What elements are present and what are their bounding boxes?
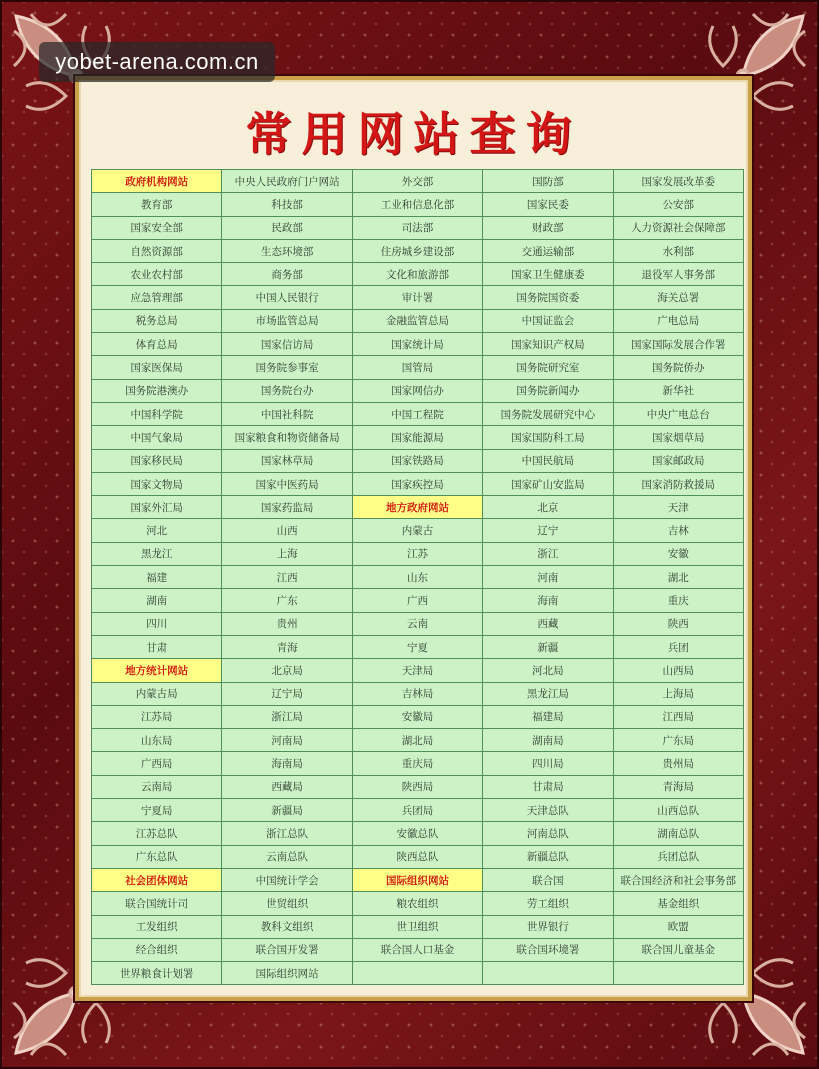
table-row	[92, 496, 744, 519]
table-row	[92, 915, 744, 938]
site-link-cell[interactable]: 国家卫生健康委	[483, 263, 613, 286]
site-link-cell[interactable]: 山西总队	[613, 799, 743, 822]
site-link-cell[interactable]: 公安部	[613, 193, 743, 216]
site-link-cell[interactable]: 广电总局	[613, 309, 743, 332]
table-row	[92, 938, 744, 961]
site-link-cell[interactable]: 国家林草局	[222, 449, 352, 472]
site-link-cell[interactable]: 陕西	[613, 612, 743, 635]
table-row	[92, 193, 744, 216]
table-row	[92, 822, 744, 845]
site-link-cell[interactable]: 联合国环境署	[483, 938, 613, 961]
site-link-cell[interactable]: 国家粮食和物资储备局	[222, 426, 352, 449]
table-row	[92, 356, 744, 379]
site-link-cell[interactable]: 国家发展改革委	[613, 170, 743, 193]
site-link-cell[interactable]: 新疆局	[222, 799, 352, 822]
site-link-cell[interactable]: 吉林	[613, 519, 743, 542]
site-link-cell[interactable]: 中国统计学会	[222, 868, 352, 891]
site-link-cell[interactable]: 联合国人口基金	[352, 938, 482, 961]
site-link-cell[interactable]: 农业农村部	[92, 263, 222, 286]
site-link-cell[interactable]: 国家消防救援局	[613, 472, 743, 495]
empty-cell	[613, 962, 743, 985]
table-row	[92, 612, 744, 635]
site-link-cell[interactable]: 重庆	[613, 589, 743, 612]
site-link-cell[interactable]: 广东局	[613, 729, 743, 752]
site-link-cell[interactable]: 贵州	[222, 612, 352, 635]
watermark-label: yobet-arena.com.cn	[39, 42, 275, 82]
site-link-cell[interactable]: 河北	[92, 519, 222, 542]
site-link-cell[interactable]: 国家外汇局	[92, 496, 222, 519]
site-link-cell[interactable]: 上海	[222, 542, 352, 565]
site-link-cell[interactable]: 国务院国资委	[483, 286, 613, 309]
site-link-cell[interactable]: 江西	[222, 566, 352, 589]
site-link-cell[interactable]: 中国民航局	[483, 449, 613, 472]
site-link-cell[interactable]: 辽宁局	[222, 682, 352, 705]
table-row	[92, 868, 744, 891]
site-link-cell[interactable]: 生态环境部	[222, 239, 352, 262]
site-link-cell[interactable]: 河南总队	[483, 822, 613, 845]
site-link-cell[interactable]: 辽宁	[483, 519, 613, 542]
site-link-cell[interactable]: 安徽总队	[352, 822, 482, 845]
site-link-cell[interactable]: 国务院研究室	[483, 356, 613, 379]
site-link-cell[interactable]: 浙江	[483, 542, 613, 565]
table-row	[92, 566, 744, 589]
site-link-cell[interactable]: 工发组织	[92, 915, 222, 938]
site-link-cell[interactable]: 联合国统计司	[92, 892, 222, 915]
table-row	[92, 472, 744, 495]
site-link-cell[interactable]: 天津总队	[483, 799, 613, 822]
site-link-cell[interactable]: 国家移民局	[92, 449, 222, 472]
site-link-cell[interactable]: 黑龙江局	[483, 682, 613, 705]
site-link-cell[interactable]: 世卫组织	[352, 915, 482, 938]
site-link-cell[interactable]: 中国工程院	[352, 402, 482, 425]
section-header-cell: 政府机构网站	[92, 170, 222, 193]
site-link-cell[interactable]: 海南局	[222, 752, 352, 775]
site-link-cell[interactable]: 内蒙古	[352, 519, 482, 542]
site-link-cell[interactable]: 吉林局	[352, 682, 482, 705]
site-link-cell[interactable]: 国管局	[352, 356, 482, 379]
table-row	[92, 635, 744, 658]
site-link-cell[interactable]: 基金组织	[613, 892, 743, 915]
site-link-cell[interactable]: 天津	[613, 496, 743, 519]
table-row	[92, 239, 744, 262]
site-link-cell[interactable]: 广西	[352, 589, 482, 612]
site-link-cell[interactable]: 宁夏	[352, 635, 482, 658]
site-link-cell[interactable]: 江西局	[613, 705, 743, 728]
site-link-cell[interactable]: 国家国防科工局	[483, 426, 613, 449]
site-link-cell[interactable]: 广西局	[92, 752, 222, 775]
site-link-cell[interactable]: 国家统计局	[352, 333, 482, 356]
site-link-cell[interactable]: 上海局	[613, 682, 743, 705]
site-link-cell[interactable]: 重庆局	[352, 752, 482, 775]
site-link-cell[interactable]: 新疆	[483, 635, 613, 658]
table-row	[92, 286, 744, 309]
site-link-cell[interactable]: 交通运输部	[483, 239, 613, 262]
site-link-cell[interactable]: 中国人民银行	[222, 286, 352, 309]
site-link-cell[interactable]: 自然资源部	[92, 239, 222, 262]
table-row	[92, 519, 744, 542]
site-link-cell[interactable]: 国务院新闻办	[483, 379, 613, 402]
table-row	[92, 216, 744, 239]
site-link-cell[interactable]: 水利部	[613, 239, 743, 262]
site-link-cell[interactable]: 国家国际发展合作署	[613, 333, 743, 356]
table-row	[92, 705, 744, 728]
site-link-cell[interactable]: 市场监管总局	[222, 309, 352, 332]
site-link-cell[interactable]: 司法部	[352, 216, 482, 239]
table-row	[92, 333, 744, 356]
site-link-cell[interactable]: 海南	[483, 589, 613, 612]
site-link-cell[interactable]: 国家中医药局	[222, 472, 352, 495]
site-link-cell[interactable]: 西藏	[483, 612, 613, 635]
site-link-cell[interactable]: 世界粮食计划署	[92, 962, 222, 985]
site-link-cell[interactable]: 国家文物局	[92, 472, 222, 495]
section-header-cell: 地方统计网站	[92, 659, 222, 682]
site-link-cell[interactable]: 青海局	[613, 775, 743, 798]
site-link-cell[interactable]: 国家知识产权局	[483, 333, 613, 356]
site-link-cell[interactable]: 湖南	[92, 589, 222, 612]
site-link-cell[interactable]: 国家矿山安监局	[483, 472, 613, 495]
site-link-cell[interactable]: 中央人民政府门户网站	[222, 170, 352, 193]
site-link-cell[interactable]: 应急管理部	[92, 286, 222, 309]
section-header-cell: 国际组织网站	[352, 868, 482, 891]
site-link-cell[interactable]: 金融监管总局	[352, 309, 482, 332]
site-link-cell[interactable]: 民政部	[222, 216, 352, 239]
site-link-cell[interactable]: 天津局	[352, 659, 482, 682]
site-link-cell[interactable]: 世贸组织	[222, 892, 352, 915]
site-link-cell[interactable]: 北京	[483, 496, 613, 519]
site-link-cell[interactable]: 四川	[92, 612, 222, 635]
section-header-cell: 地方政府网站	[352, 496, 482, 519]
site-link-cell[interactable]: 商务部	[222, 263, 352, 286]
site-link-cell[interactable]: 湖北	[613, 566, 743, 589]
site-link-cell[interactable]: 新华社	[613, 379, 743, 402]
site-link-cell[interactable]: 国际组织网站	[222, 962, 352, 985]
site-link-cell[interactable]: 新疆总队	[483, 845, 613, 868]
table-row	[92, 775, 744, 798]
site-link-cell[interactable]: 文化和旅游部	[352, 263, 482, 286]
site-link-cell[interactable]: 国务院港澳办	[92, 379, 222, 402]
site-link-cell[interactable]: 审计署	[352, 286, 482, 309]
site-link-cell[interactable]: 河南	[483, 566, 613, 589]
empty-cell	[483, 962, 613, 985]
content-panel	[75, 76, 752, 1001]
site-link-cell[interactable]: 黑龙江	[92, 542, 222, 565]
table-row	[92, 892, 744, 915]
page-title: 常用网站查询	[245, 107, 582, 161]
site-link-cell[interactable]: 税务总局	[92, 309, 222, 332]
table-row	[92, 379, 744, 402]
table-row	[92, 542, 744, 565]
site-link-cell[interactable]: 北京局	[222, 659, 352, 682]
table-row	[92, 170, 744, 193]
site-link-cell[interactable]: 粮农组织	[352, 892, 482, 915]
site-link-cell[interactable]: 河南局	[222, 729, 352, 752]
site-link-cell[interactable]: 国家医保局	[92, 356, 222, 379]
site-link-cell[interactable]: 经合组织	[92, 938, 222, 961]
site-link-cell[interactable]: 教育部	[92, 193, 222, 216]
table-row	[92, 426, 744, 449]
site-link-cell[interactable]: 中央广电总台	[613, 402, 743, 425]
site-link-cell[interactable]: 江苏	[352, 542, 482, 565]
site-link-cell[interactable]: 国家疾控局	[352, 472, 482, 495]
site-link-cell[interactable]: 海关总署	[613, 286, 743, 309]
site-link-cell[interactable]: 山东局	[92, 729, 222, 752]
site-link-cell[interactable]: 联合国儿童基金	[613, 938, 743, 961]
site-link-cell[interactable]: 国家铁路局	[352, 449, 482, 472]
website-link-table	[91, 169, 744, 985]
table-row	[92, 682, 744, 705]
site-link-cell[interactable]: 中国证监会	[483, 309, 613, 332]
site-link-cell[interactable]: 山西	[222, 519, 352, 542]
site-link-cell[interactable]: 人力资源社会保障部	[613, 216, 743, 239]
table-row	[92, 752, 744, 775]
site-link-cell[interactable]: 财政部	[483, 216, 613, 239]
table-row	[92, 962, 744, 985]
site-link-cell[interactable]: 兵团局	[352, 799, 482, 822]
site-link-cell[interactable]: 中国科学院	[92, 402, 222, 425]
site-link-cell[interactable]: 国家能源局	[352, 426, 482, 449]
site-link-cell[interactable]: 兵团总队	[613, 845, 743, 868]
site-link-cell[interactable]: 云南总队	[222, 845, 352, 868]
site-link-cell[interactable]: 体育总局	[92, 333, 222, 356]
site-link-cell[interactable]: 安徽	[613, 542, 743, 565]
site-link-cell[interactable]: 国家安全部	[92, 216, 222, 239]
site-link-cell[interactable]: 国家邮政局	[613, 449, 743, 472]
site-link-cell[interactable]: 浙江局	[222, 705, 352, 728]
site-link-cell[interactable]: 教科文组织	[222, 915, 352, 938]
site-link-cell[interactable]: 湖南局	[483, 729, 613, 752]
site-link-cell[interactable]: 西藏局	[222, 775, 352, 798]
site-link-cell[interactable]: 工业和信息化部	[352, 193, 482, 216]
site-link-cell[interactable]: 云南	[352, 612, 482, 635]
table-row	[92, 729, 744, 752]
site-link-cell[interactable]: 联合国经济和社会事务部	[613, 868, 743, 891]
site-link-cell[interactable]: 国务院侨办	[613, 356, 743, 379]
site-link-cell[interactable]: 云南局	[92, 775, 222, 798]
section-header-cell: 社会团体网站	[92, 868, 222, 891]
site-link-cell[interactable]: 欧盟	[613, 915, 743, 938]
site-link-cell[interactable]: 湖北局	[352, 729, 482, 752]
site-link-cell[interactable]: 陕西局	[352, 775, 482, 798]
site-link-cell[interactable]: 联合国	[483, 868, 613, 891]
site-link-cell[interactable]: 外交部	[352, 170, 482, 193]
site-link-cell[interactable]: 广东	[222, 589, 352, 612]
site-link-cell[interactable]: 劳工组织	[483, 892, 613, 915]
table-row	[92, 402, 744, 425]
site-link-cell[interactable]: 福建局	[483, 705, 613, 728]
site-link-cell[interactable]: 广东总队	[92, 845, 222, 868]
site-link-cell[interactable]: 福建	[92, 566, 222, 589]
site-link-cell[interactable]: 国家烟草局	[613, 426, 743, 449]
site-link-cell[interactable]: 兵团	[613, 635, 743, 658]
site-link-cell[interactable]: 甘肃	[92, 635, 222, 658]
table-row	[92, 449, 744, 472]
site-link-cell[interactable]: 国务院参事室	[222, 356, 352, 379]
site-link-cell[interactable]: 退役军人事务部	[613, 263, 743, 286]
site-link-cell[interactable]: 国家药监局	[222, 496, 352, 519]
site-link-cell[interactable]: 安徽局	[352, 705, 482, 728]
site-link-cell[interactable]: 联合国开发署	[222, 938, 352, 961]
site-link-cell[interactable]: 国防部	[483, 170, 613, 193]
site-link-cell[interactable]: 陕西总队	[352, 845, 482, 868]
site-link-cell[interactable]: 国家信访局	[222, 333, 352, 356]
site-link-cell[interactable]: 四川局	[483, 752, 613, 775]
site-link-cell[interactable]: 国家民委	[483, 193, 613, 216]
site-link-cell[interactable]: 国务院台办	[222, 379, 352, 402]
table-row	[92, 589, 744, 612]
site-link-cell[interactable]: 河北局	[483, 659, 613, 682]
site-link-cell[interactable]: 世界银行	[483, 915, 613, 938]
site-link-cell[interactable]: 甘肃局	[483, 775, 613, 798]
site-link-cell[interactable]: 宁夏局	[92, 799, 222, 822]
table-row	[92, 659, 744, 682]
site-link-cell[interactable]: 江苏局	[92, 705, 222, 728]
site-link-cell[interactable]: 住房城乡建设部	[352, 239, 482, 262]
site-link-cell[interactable]: 国务院发展研究中心	[483, 402, 613, 425]
table-row	[92, 309, 744, 332]
table-row	[92, 845, 744, 868]
empty-cell	[352, 962, 482, 985]
table-row	[92, 799, 744, 822]
site-link-cell[interactable]: 国家网信办	[352, 379, 482, 402]
site-link-cell[interactable]: 江苏总队	[92, 822, 222, 845]
site-link-cell[interactable]: 山东	[352, 566, 482, 589]
site-link-cell[interactable]: 湖南总队	[613, 822, 743, 845]
site-link-cell[interactable]: 中国社科院	[222, 402, 352, 425]
site-link-cell[interactable]: 科技部	[222, 193, 352, 216]
site-link-cell[interactable]: 贵州局	[613, 752, 743, 775]
site-link-cell[interactable]: 浙江总队	[222, 822, 352, 845]
site-link-cell[interactable]: 内蒙古局	[92, 682, 222, 705]
table-row	[92, 263, 744, 286]
site-link-cell[interactable]: 山西局	[613, 659, 743, 682]
site-link-cell[interactable]: 中国气象局	[92, 426, 222, 449]
site-link-cell[interactable]: 青海	[222, 635, 352, 658]
